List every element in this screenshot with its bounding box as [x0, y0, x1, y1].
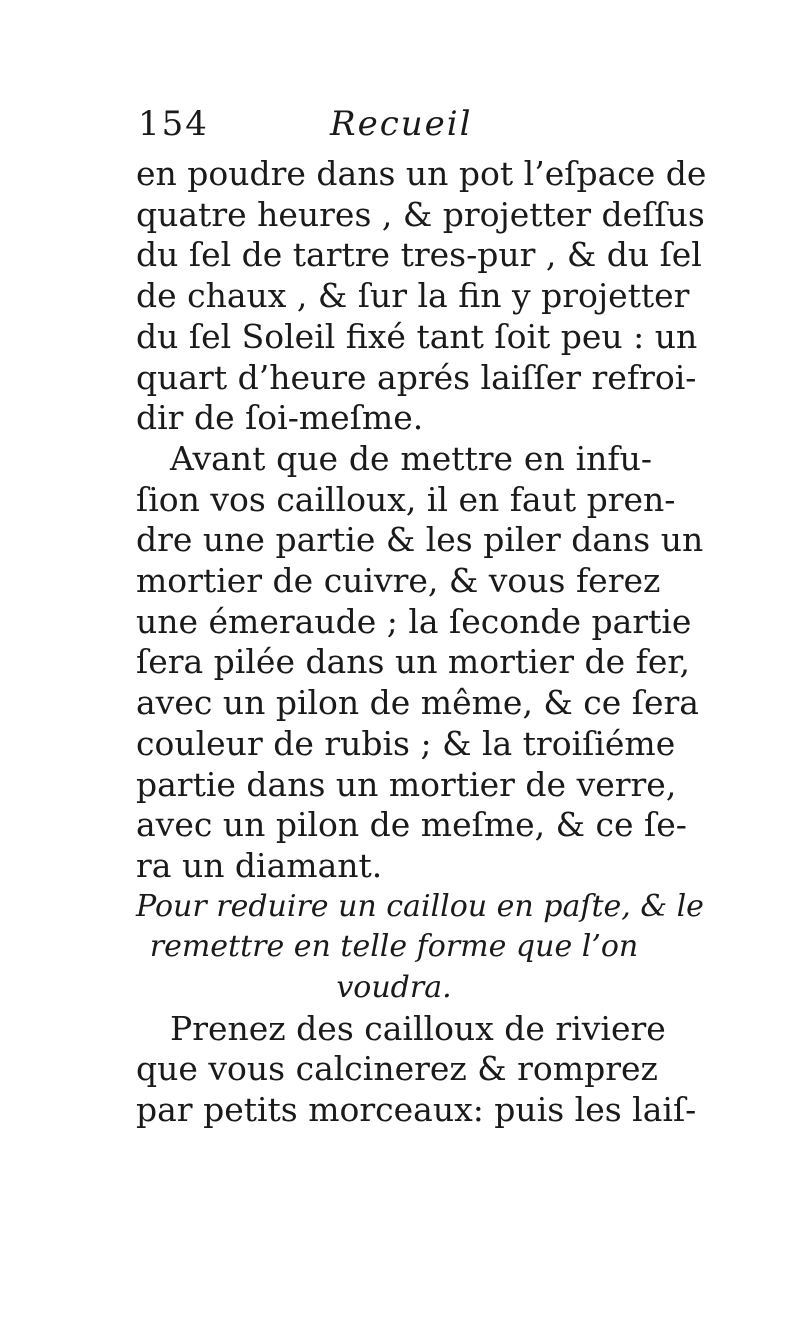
text-line: couleur de rubis ; & la troiſiéme: [136, 723, 676, 763]
page-number: 154: [138, 104, 209, 144]
text-line: ſion vos cailloux, il en faut pren-: [136, 479, 676, 519]
running-title: Recueil: [330, 104, 473, 144]
heading-line: Pour reduire un caillou en paſte, & le: [136, 888, 704, 924]
text-line: Avant que de mettre en infu-: [170, 438, 652, 478]
paragraph-prenez: [136, 1008, 697, 1131]
text-line: avec un pilon de même, & ce ſera: [136, 683, 699, 723]
text-line: mortier de cuivre, & vous ferez: [136, 561, 661, 601]
text-line: partie dans un mortier de verre,: [136, 764, 677, 804]
text-line: du ſel Soleil fixé tant ſoit peu : un: [136, 316, 698, 356]
heading-line: remettre en telle forme que l’on: [149, 929, 639, 965]
heading-line: voudra.: [336, 970, 452, 1006]
text-line: dir de ſoi-meſme.: [136, 398, 424, 438]
paragraph-cailloux: [136, 438, 704, 887]
text-line: quatre heures , & projetter deſſus: [136, 194, 705, 234]
text-line: ra un diamant.: [136, 845, 383, 885]
text-line: quart d’heure aprés laiſſer refroi-: [136, 357, 697, 397]
text-line: en poudre dans un pot l’eſpace de: [136, 154, 707, 193]
text-line: du ſel de tartre tres-pur , & du ſel: [136, 235, 702, 275]
text-line: avec un pilon de meſme, & ce ſe-: [136, 805, 687, 845]
text-line: que vous calcinerez & romprez: [136, 1049, 658, 1089]
text-line: une émeraude ; la ſeconde partie: [136, 601, 692, 641]
page-header: [138, 104, 658, 148]
text-line: ſera pilée dans un mortier de fer,: [136, 642, 691, 682]
body-text: [136, 154, 707, 1131]
text-line: dre une partie & les piler dans un: [136, 520, 704, 560]
text-line: Prenez des cailloux de riviere: [170, 1008, 666, 1048]
text-line: par petits morceaux: puis les laiſ-: [136, 1090, 697, 1130]
text-line: de chaux , & ſur la fin y projetter: [136, 276, 690, 316]
section-heading: [136, 887, 704, 1009]
paragraph-continued: [136, 154, 707, 439]
